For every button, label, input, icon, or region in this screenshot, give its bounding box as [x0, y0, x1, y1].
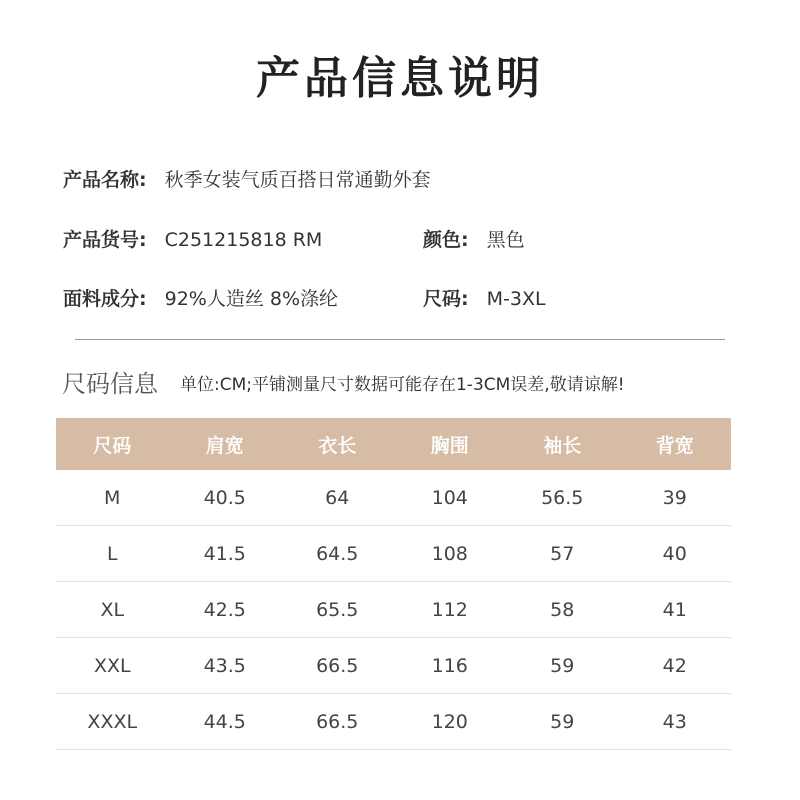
table-row: [56, 694, 731, 750]
table-row: [56, 526, 731, 582]
section-divider: [75, 339, 725, 340]
cell-length: 66.5: [281, 694, 394, 750]
cell-back-width: 43: [619, 694, 732, 750]
cell-back-width: 39: [619, 470, 732, 526]
header-length: 衣长: [281, 418, 394, 470]
cell-shoulder: 44.5: [169, 694, 282, 750]
cell-shoulder: 41.5: [169, 526, 282, 582]
cell-size: XXL: [56, 638, 169, 694]
page-title: 产品信息说明: [256, 53, 544, 104]
cell-bust: 116: [394, 638, 507, 694]
product-color-label: 颜色:: [423, 229, 469, 251]
cell-sleeve: 57: [506, 526, 619, 582]
header-size: 尺码: [56, 418, 169, 470]
cell-shoulder: 42.5: [169, 582, 282, 638]
table-row: [56, 582, 731, 638]
cell-bust: 108: [394, 526, 507, 582]
cell-back-width: 41: [619, 582, 732, 638]
cell-size: XL: [56, 582, 169, 638]
cell-back-width: 42: [619, 638, 732, 694]
size-info-note: 单位:CM;平铺测量尺寸数据可能存在1-3CM误差,敬请谅解!: [180, 375, 625, 395]
product-fabric-row: [63, 284, 338, 311]
size-table-header: [56, 418, 731, 470]
product-size-value: M-3XL: [486, 288, 546, 310]
product-sku-label: 产品货号:: [63, 229, 147, 251]
cell-size: L: [56, 526, 169, 582]
cell-sleeve: 59: [506, 694, 619, 750]
product-fabric-label: 面料成分:: [63, 288, 147, 310]
cell-sleeve: 58: [506, 582, 619, 638]
cell-sleeve: 59: [506, 638, 619, 694]
product-sku-row: [63, 225, 322, 252]
cell-bust: 120: [394, 694, 507, 750]
product-name-value: 秋季女装气质百搭日常通勤外套: [164, 169, 431, 191]
table-row: [56, 470, 731, 526]
product-size-row: [423, 284, 546, 311]
cell-length: 66.5: [281, 638, 394, 694]
size-table: [56, 418, 731, 750]
product-name-row: [63, 165, 431, 192]
cell-length: 64: [281, 470, 394, 526]
cell-size: M: [56, 470, 169, 526]
cell-length: 64.5: [281, 526, 394, 582]
cell-sleeve: 56.5: [506, 470, 619, 526]
size-info-title: 尺码信息: [62, 370, 158, 398]
cell-size: XXXL: [56, 694, 169, 750]
product-size-label: 尺码:: [423, 288, 469, 310]
header-shoulder: 肩宽: [169, 418, 282, 470]
header-bust: 胸围: [394, 418, 507, 470]
cell-shoulder: 43.5: [169, 638, 282, 694]
product-name-label: 产品名称:: [63, 169, 147, 191]
cell-length: 65.5: [281, 582, 394, 638]
cell-bust: 104: [394, 470, 507, 526]
product-color-row: [423, 225, 525, 252]
header-back-width: 背宽: [619, 418, 732, 470]
cell-back-width: 40: [619, 526, 732, 582]
product-fabric-value: 92%人造丝 8%涤纶: [164, 288, 339, 310]
cell-shoulder: 40.5: [169, 470, 282, 526]
table-row: [56, 638, 731, 694]
header-sleeve: 袖长: [506, 418, 619, 470]
product-color-value: 黑色: [486, 229, 525, 251]
product-sku-value: C251215818 RM: [164, 229, 323, 251]
cell-bust: 112: [394, 582, 507, 638]
